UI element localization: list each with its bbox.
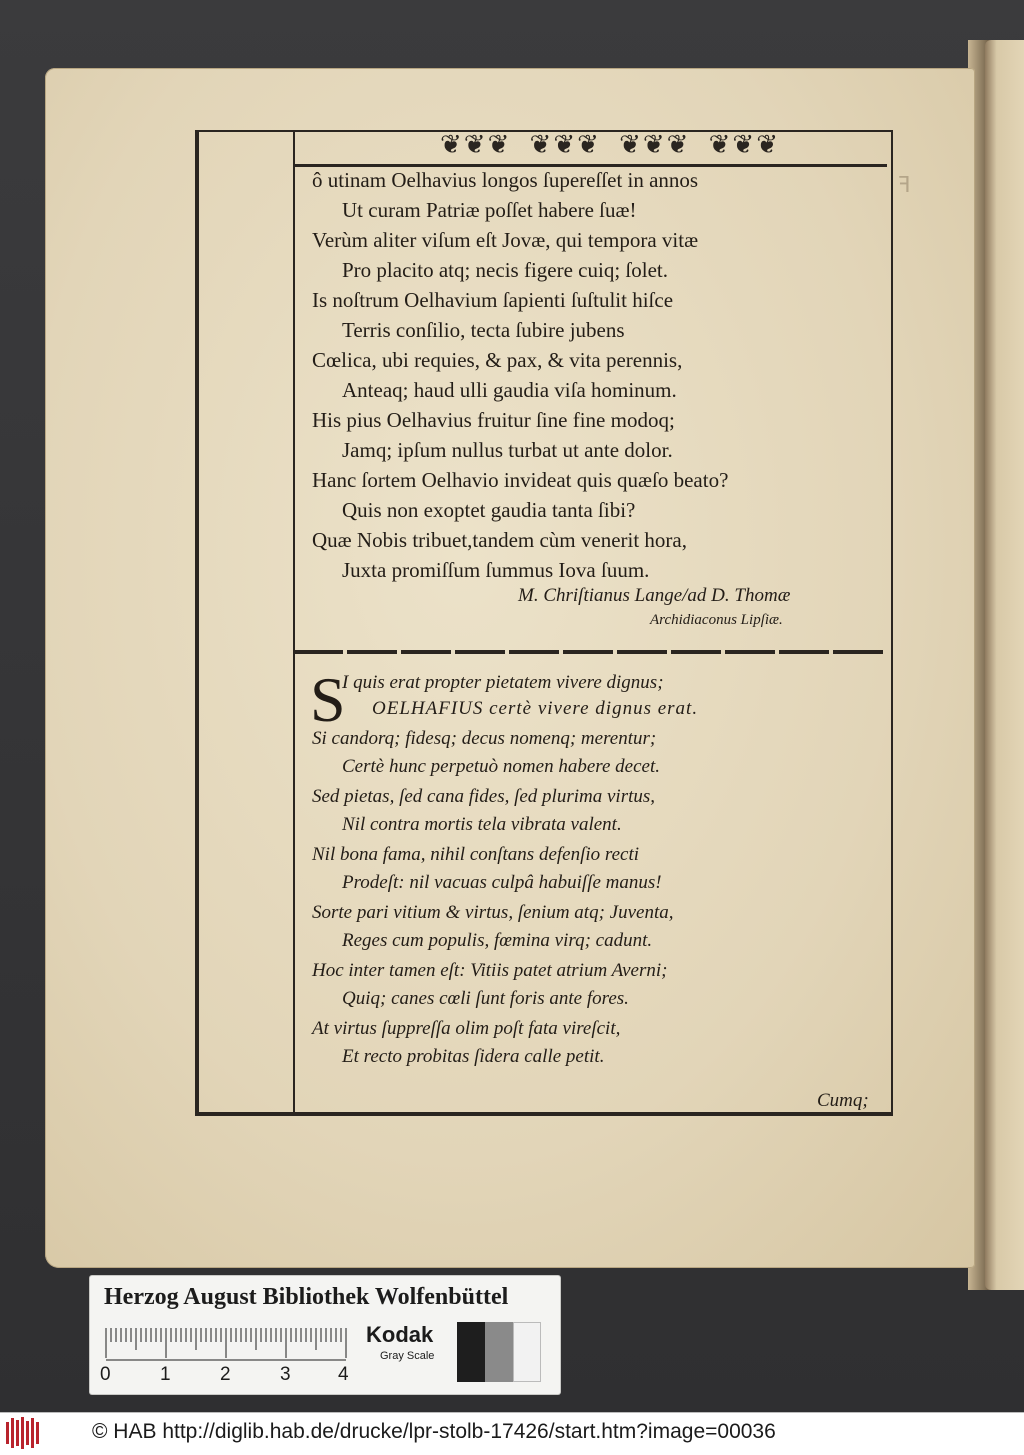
verse-line: Sed pietas, ſed cana fides, ſed plurima virtus,	[312, 786, 656, 807]
ornament-icon: ❦❦❦	[440, 130, 512, 160]
author-signature: M. Chriſtianus Lange/ad D. Thomæ	[518, 585, 791, 606]
verse-line: Quæ Nobis tribuet,tandem cùm venerit hora,	[312, 528, 687, 552]
verse-line: Verùm aliter viſum eſt Jovæ, qui tempora vitæ	[312, 228, 699, 252]
library-name: Herzog August Bibliothek Wolfenbüttel	[104, 1284, 509, 1310]
show-through-text: ꟻ	[898, 172, 911, 197]
verse-line: Ut curam Patriæ poſſet habere ſuæ!	[342, 198, 637, 222]
verse-line: Si candorq; fidesq; decus nomenq; merentur;	[312, 728, 657, 749]
facing-page-edge	[985, 40, 1024, 1290]
verse-line: Is noſtrum Oelhavium ſapienti ſuſtulit hiſce	[312, 288, 674, 312]
verse-line: His pius Oelhavius fruitur ſine fine modoq;	[312, 408, 675, 432]
frame-inner-rule	[293, 130, 295, 1112]
verse-line: Nil bona fama, nihil conſtans defenſio recti	[312, 844, 640, 865]
author-title: Archidiaconus Lipſiæ.	[650, 612, 783, 628]
verse-line: Reges cum populis, fœmina virq; cadunt.	[342, 930, 653, 951]
section-divider	[293, 650, 887, 654]
printers-ornament	[440, 130, 780, 160]
verse-line: Cœlica, ubi requies, & pax, & vita perennis,	[312, 348, 683, 372]
verse-line: Juxta promiſſum ſummus Iova ſuum.	[342, 558, 650, 582]
verse-line: Quiq; canes cœli ſunt foris ante fores.	[342, 988, 629, 1009]
verse-line: Anteaq; haud ulli gaudia viſa hominum.	[342, 378, 677, 402]
verse-line: Pro placito atq; necis figere cuiq; ſolet.	[342, 258, 668, 282]
gray-scale-label: Gray Scale	[380, 1350, 435, 1362]
verse-line: Hoc inter tamen eſt: Vitiis patet atrium Averni;	[312, 960, 668, 981]
ruler-number: 2	[220, 1364, 231, 1385]
verse-line: Quis non exoptet gaudia tanta ſibi?	[342, 498, 636, 522]
swatch-gray	[485, 1322, 513, 1382]
ruler-numbers	[100, 1364, 360, 1388]
verse-line: Et recto probitas ſidera calle petit.	[342, 1046, 605, 1067]
verse-line: Nil contra mortis tela vibrata valent.	[342, 814, 622, 835]
verse-line: Certè hunc perpetuò nomen habere decet.	[342, 756, 660, 777]
verse-line: Jamq; ipſum nullus turbat ut ante dolor.	[342, 438, 673, 462]
ruler-number: 3	[280, 1364, 291, 1385]
verse-line: Terris conſilio, tecta ſubire jubens	[342, 318, 625, 342]
swatch-black	[457, 1322, 485, 1382]
hab-logo-icon	[6, 1416, 46, 1450]
ruler-number: 4	[338, 1364, 349, 1385]
verse-line: Sorte pari vitium & virtus, ſenium atq; Juventa,	[312, 902, 674, 923]
ruler-scale	[104, 1326, 354, 1362]
verse-line: Hanc ſortem Oelhavio invideat quis quæſo beato?	[312, 468, 729, 492]
ruler-number: 0	[100, 1364, 111, 1385]
verse-line: ô utinam Oelhavius longos ſupereſſet in annos	[312, 168, 699, 192]
verse-line: I quis erat propter pietatem vivere dignus;	[342, 672, 664, 693]
verse-line: OELHAFIUS certè vivere dignus erat.	[372, 698, 699, 719]
ornament-icon: ❦❦❦	[708, 130, 780, 160]
swatch-white	[513, 1322, 541, 1382]
ornament-icon: ❦❦❦	[619, 130, 691, 160]
ruler-number: 1	[160, 1364, 171, 1385]
drop-capital: S	[310, 664, 346, 735]
kodak-logo: Kodak	[366, 1322, 434, 1347]
footer-url[interactable]: © HAB http://diglib.hab.de/drucke/lpr-stolb-17426/start.htm?image=00036	[92, 1420, 776, 1443]
ornament-icon: ❦❦❦	[529, 130, 601, 160]
verse-line: At virtus ſuppreſſa olim poſt fata vireſcit,	[312, 1018, 621, 1039]
frame-top-rule	[293, 164, 887, 167]
catchword: Cumq;	[817, 1090, 869, 1111]
verse-line: Prodeſt: nil vacuas culpâ habuiſſe manus!	[342, 872, 662, 893]
